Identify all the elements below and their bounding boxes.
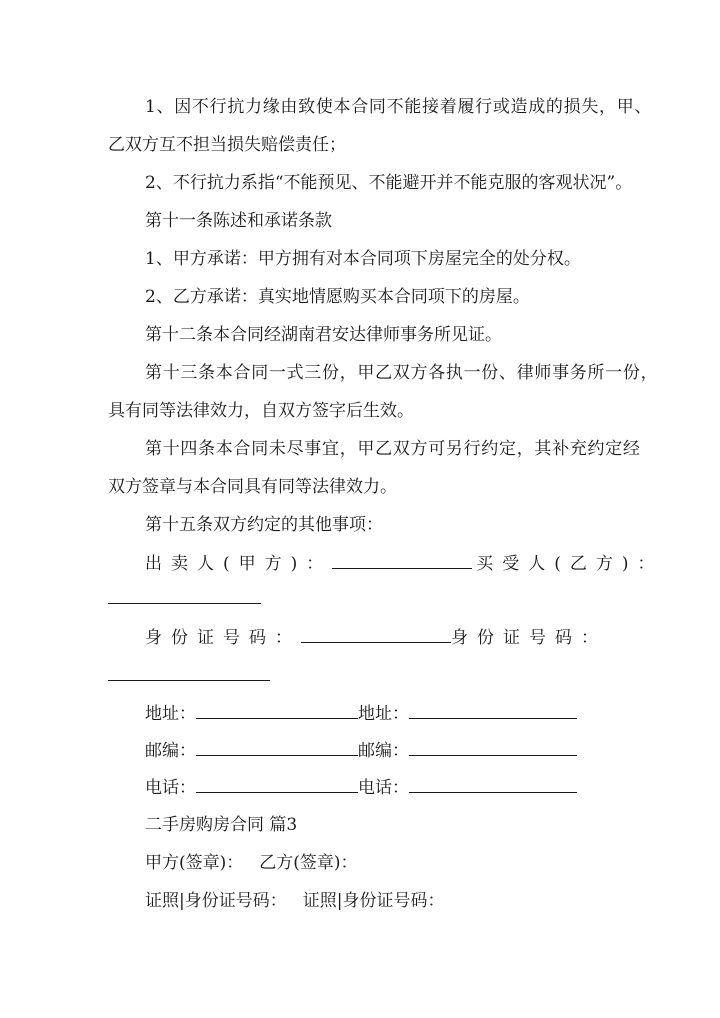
article-13-line2: 具有同等法律效力，自双方签字后生效。: [108, 401, 414, 421]
postcode-row: [145, 739, 577, 762]
buyer-phone-label: 电话：: [358, 778, 409, 798]
seller-id-blank[interactable]: [301, 626, 451, 643]
article-11-item-1: 1、甲方承诺：甲方拥有对本合同项下房屋完全的处分权。: [145, 249, 581, 269]
seller-postcode-label: 邮编：: [145, 741, 196, 761]
clause-force-majeure-1-line1: 1、因不行抗力缘由致使本合同不能接着履行或造成的损失，甲、: [145, 97, 653, 117]
party-b-sign-label: 乙方(签章)：: [259, 853, 358, 873]
buyer-postcode-label: 邮编：: [358, 741, 409, 761]
party-a-sign-label: 甲方(签章)：: [145, 853, 244, 873]
article-14-line1: 第十四条本合同未尽事宜，甲乙双方可另行约定，其补充约定经: [145, 439, 641, 459]
phone-row: [145, 776, 577, 799]
article-12: 第十二条本合同经湖南君安达律师事务所见证。: [145, 325, 502, 345]
clause-force-majeure-1-line2: 乙双方互不担当损失赔偿责任；: [108, 135, 346, 155]
seller-phone-blank[interactable]: [196, 776, 358, 793]
article-13-line1: 第十三条本合同一式三份，甲乙双方各执一份、律师事务所一份，: [145, 363, 659, 383]
buyer-phone-blank[interactable]: [409, 776, 577, 793]
seller-phone-label: 电话：: [145, 778, 196, 798]
buyer-id-blank[interactable]: [108, 680, 270, 681]
article-11-heading: 第十一条陈述和承诺条款: [145, 211, 332, 231]
certificate-id-row: [145, 890, 444, 912]
party-b-id-label: 证照|身份证号码：: [302, 891, 445, 911]
id-number-row: [145, 626, 607, 649]
buyer-id-label: 身份证号码：: [451, 628, 607, 648]
buyer-address-label: 地址：: [358, 704, 409, 724]
address-row: [145, 702, 577, 725]
article-11-item-2: 2、乙方承诺：真实地情愿购买本合同项下的房屋。: [145, 287, 530, 307]
clause-force-majeure-2: 2、不行抗力系指“不能预见、不能避开并不能克服的客观状况”。: [145, 173, 633, 193]
buyer-postcode-blank[interactable]: [409, 739, 577, 756]
seller-name-blank[interactable]: [332, 552, 472, 569]
buyer-address-blank[interactable]: [409, 702, 577, 719]
article-15: 第十五条双方约定的其他事项：: [145, 515, 383, 535]
party-a-id-label: 证照|身份证号码：: [145, 891, 287, 911]
seller-address-blank[interactable]: [196, 702, 358, 719]
buyer-name-blank[interactable]: [108, 603, 261, 604]
seller-postcode-blank[interactable]: [196, 739, 358, 756]
section-title: 二手房购房合同 篇3: [145, 815, 298, 835]
seller-id-label: 身份证号码：: [145, 628, 301, 648]
seller-buyer-row: [145, 552, 664, 575]
buyer-label: 买受人(乙方)：: [476, 554, 664, 574]
seller-address-label: 地址：: [145, 704, 196, 724]
article-14-line2: 双方签章与本合同具有同等法律效力。: [108, 477, 397, 497]
seller-label: 出卖人(甲方)：: [145, 554, 333, 574]
signing-parties-row: [145, 852, 358, 874]
